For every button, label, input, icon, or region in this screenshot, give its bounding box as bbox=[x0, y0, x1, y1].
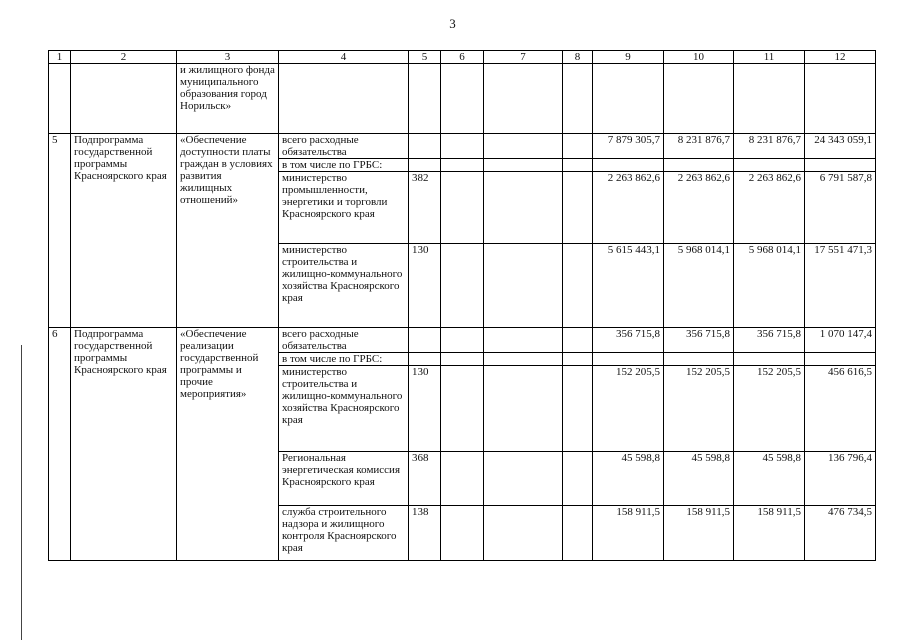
value-cell: 456 616,5 bbox=[805, 366, 876, 452]
grbs-label: в том числе по ГРБС: bbox=[279, 159, 409, 172]
column-header: 12 bbox=[805, 51, 876, 64]
value-cell: 17 551 471,3 bbox=[805, 244, 876, 328]
grbs-name: министерство строительства и жилищно-коммунального хозяйства Красноярского края bbox=[279, 366, 409, 452]
subprogram-name: Подпрограмма государственной программы Красноярского края bbox=[71, 134, 177, 328]
value-cell: 356 715,8 bbox=[734, 328, 805, 353]
column-header: 7 bbox=[484, 51, 563, 64]
grbs-code: 130 bbox=[409, 244, 441, 328]
column-header: 11 bbox=[734, 51, 805, 64]
subprogram-title: «Обеспечение доступности платы граждан в условиях развития жилищных отношений» bbox=[177, 134, 279, 328]
value-cell: 45 598,8 bbox=[734, 452, 805, 506]
value-cell: 356 715,8 bbox=[593, 328, 664, 353]
column-header: 1 bbox=[49, 51, 71, 64]
grbs-code: 382 bbox=[409, 172, 441, 244]
value-cell: 158 911,5 bbox=[664, 506, 734, 561]
value-cell: 5 968 014,1 bbox=[734, 244, 805, 328]
column-header: 9 bbox=[593, 51, 664, 64]
grbs-code: 368 bbox=[409, 452, 441, 506]
value-cell: 476 734,5 bbox=[805, 506, 876, 561]
column-header: 6 bbox=[441, 51, 484, 64]
continuation-text: и жилищного фонда муниципального образования город Норильск» bbox=[177, 64, 279, 134]
grbs-name: служба строительного надзора и жилищного контроля Красноярского края bbox=[279, 506, 409, 561]
value-cell: 1 070 147,4 bbox=[805, 328, 876, 353]
column-header: 2 bbox=[71, 51, 177, 64]
value-cell: 158 911,5 bbox=[593, 506, 664, 561]
total-label: всего расходные обязательства bbox=[279, 328, 409, 353]
grbs-name: Региональная энергетическая комиссия Красноярского края bbox=[279, 452, 409, 506]
grbs-code: 130 bbox=[409, 366, 441, 452]
grbs-name: министерство строительства и жилищно-коммунального хозяйства Красноярского края bbox=[279, 244, 409, 328]
value-cell: 136 796,4 bbox=[805, 452, 876, 506]
value-cell: 152 205,5 bbox=[734, 366, 805, 452]
header-row bbox=[49, 51, 876, 64]
value-cell: 8 231 876,7 bbox=[664, 134, 734, 159]
column-header: 10 bbox=[664, 51, 734, 64]
grbs-name: министерство промышленности, энергетики и торговли Красноярского края bbox=[279, 172, 409, 244]
column-header: 3 bbox=[177, 51, 279, 64]
value-cell: 158 911,5 bbox=[734, 506, 805, 561]
value-cell: 8 231 876,7 bbox=[734, 134, 805, 159]
row-number: 6 bbox=[49, 328, 71, 561]
column-header: 8 bbox=[563, 51, 593, 64]
column-header: 5 bbox=[409, 51, 441, 64]
total-label: всего расходные обязательства bbox=[279, 134, 409, 159]
value-cell: 2 263 862,6 bbox=[734, 172, 805, 244]
value-cell: 356 715,8 bbox=[664, 328, 734, 353]
total-row bbox=[49, 134, 876, 159]
grbs-label: в том числе по ГРБС: bbox=[279, 353, 409, 366]
value-cell: 6 791 587,8 bbox=[805, 172, 876, 244]
value-cell: 5 968 014,1 bbox=[664, 244, 734, 328]
margin-rule bbox=[21, 345, 22, 640]
value-cell: 45 598,8 bbox=[593, 452, 664, 506]
value-cell: 2 263 862,6 bbox=[664, 172, 734, 244]
total-row bbox=[49, 328, 876, 353]
value-cell: 7 879 305,7 bbox=[593, 134, 664, 159]
value-cell: 152 205,5 bbox=[593, 366, 664, 452]
value-cell: 152 205,5 bbox=[664, 366, 734, 452]
value-cell: 45 598,8 bbox=[664, 452, 734, 506]
page-number: 3 bbox=[449, 16, 456, 31]
budget-table bbox=[48, 50, 876, 561]
subprogram-name: Подпрограмма государственной программы Красноярского края bbox=[71, 328, 177, 561]
value-cell: 5 615 443,1 bbox=[593, 244, 664, 328]
value-cell: 24 343 059,1 bbox=[805, 134, 876, 159]
value-cell: 2 263 862,6 bbox=[593, 172, 664, 244]
subprogram-title: «Обеспечение реализации государственной программы и прочие мероприятия» bbox=[177, 328, 279, 561]
column-header: 4 bbox=[279, 51, 409, 64]
row-number: 5 bbox=[49, 134, 71, 328]
grbs-code: 138 bbox=[409, 506, 441, 561]
continuation-row bbox=[49, 64, 876, 134]
